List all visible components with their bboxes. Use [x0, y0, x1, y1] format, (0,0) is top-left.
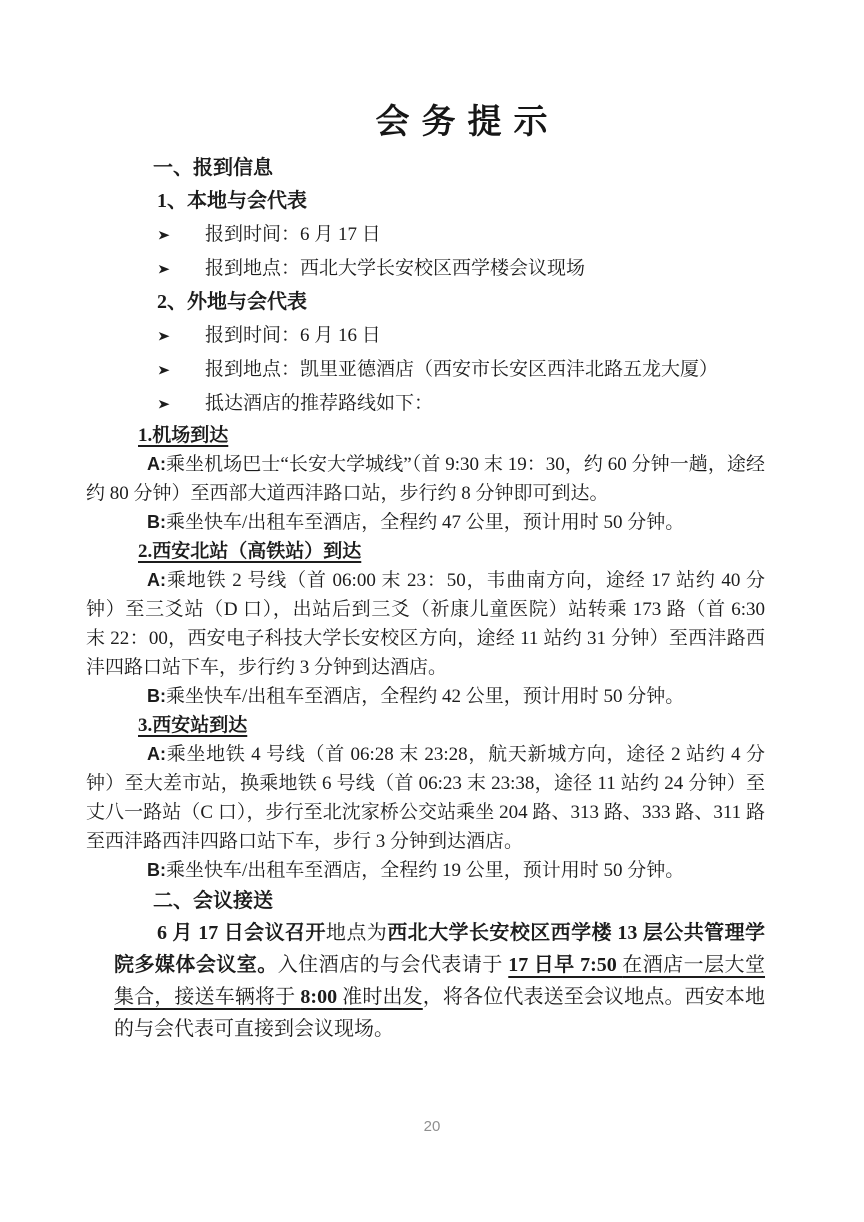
arrow-bullet-icon: ➤	[157, 363, 171, 378]
transfer-run-underline: 在酒店一层大堂集合，接送车辆将于	[114, 954, 766, 1008]
route-xian-station-option-b	[86, 856, 765, 885]
option-b-label: B:	[147, 686, 166, 706]
option-a-label: A:	[147, 454, 166, 474]
arrow-bullet-icon: ➤	[157, 397, 171, 412]
arrow-bullet-icon: ➤	[157, 228, 171, 243]
local-checkin-place-text: 报到地点：西北大学长安校区西学楼会议现场	[205, 258, 586, 279]
transfer-run-venue-bold: 西北大学长安校区西学楼 13 层公共管理学院多媒体会议室。	[114, 922, 766, 976]
transfer-run-plain: 地点为	[325, 922, 388, 944]
route-xian-station-heading	[138, 711, 765, 740]
route-north-station-option-b-text: 乘坐快车/出租车至酒店，全程约 42 公里，预计用时 50 分钟。	[166, 686, 685, 707]
transfer-run-plain: ，将各位代表送至会议地点。西安本地的与会代表可直接到会议现场。	[114, 986, 766, 1040]
route-airport-heading-text: 1.机场到达	[138, 425, 229, 446]
route-airport-option-a-text: 乘坐机场巴士“长安大学城线”（首 9:30 末 19：30，约 60 分钟一趟，途经约 80 分钟）至西部大道西沣路口站，步行约 8 分钟即可到达。	[86, 454, 765, 504]
nonlocal-checkin-place-text: 报到地点：凯里亚德酒店（西安市长安区西沣北路五龙大厦）	[205, 359, 719, 380]
route-north-station-heading-text: 2.西安北站（高铁站）到达	[138, 541, 362, 562]
transfer-run-time-bold-underline: 17 日早 7:50	[508, 954, 623, 976]
page-number: 20	[423, 1118, 441, 1135]
arrow-bullet-icon: ➤	[157, 329, 171, 344]
recommended-routes-intro-item	[157, 387, 765, 421]
document-title: 会务提示	[375, 104, 560, 141]
transfer-run-plain: 入住酒店的与会代表请于	[277, 954, 509, 976]
option-a-label: A:	[147, 570, 166, 590]
route-north-station-option-b	[86, 682, 765, 711]
local-checkin-time-item	[157, 218, 765, 252]
route-north-station-option-a-text: 乘地铁 2 号线（首 06:00 末 23：50，韦曲南方向，途经 17 站约 40 分钟）至三爻站（D 口），出站后到三爻（祈康儿童医院）站转乘 173 路（首 6:30 末 22：00，西安电子科技大学长安校区方向，途经 11 站约 31 分钟）至西沣路西沣四路口站下车，步行约 3 分钟到达酒店。	[86, 570, 765, 678]
document-content	[86, 0, 765, 1045]
route-airport-option-a	[86, 450, 765, 508]
recommended-routes-intro-text: 抵达酒店的推荐路线如下：	[205, 393, 434, 414]
route-north-station-option-a	[86, 566, 765, 682]
transfer-run-date-bold: 6 月 17 日会议召开	[157, 922, 326, 944]
route-airport-option-b	[86, 508, 765, 537]
option-b-label: B:	[147, 860, 166, 880]
route-xian-station-option-b-text: 乘坐快车/出租车至酒店，全程约 19 公里，预计用时 50 分钟。	[166, 860, 685, 881]
section-transfer-heading: 二、会议接送	[153, 890, 273, 912]
route-xian-station-option-a-text: 乘坐地铁 4 号线（首 06:28 末 23:28，航天新城方向，途径 2 站约 4 分钟）至大差市站，换乘地铁 6 号线（首 06:23 末 23:38，途径 11 站约 24 分钟）至丈八一路站（C 口），步行至北沈家桥公交站乘坐 204 路、313 路、333 路、311 路至西沣路西沣四路口站下车，步行 3 分钟到达酒店。	[86, 744, 765, 852]
local-delegates-heading: 1、本地与会代表	[157, 190, 307, 212]
option-b-label: B:	[147, 512, 166, 532]
route-airport-heading	[138, 421, 765, 450]
local-checkin-place-item	[157, 252, 765, 286]
section-registration-heading: 一、报到信息	[153, 157, 273, 179]
option-a-label: A:	[147, 744, 166, 764]
local-checkin-time-text: 报到时间：6 月 17 日	[205, 224, 381, 245]
route-airport-option-b-text: 乘坐快车/出租车至酒店，全程约 47 公里，预计用时 50 分钟。	[166, 512, 685, 533]
route-north-station-heading	[138, 537, 765, 566]
nonlocal-checkin-time-item	[157, 319, 765, 353]
nonlocal-checkin-place-item	[157, 353, 765, 387]
transfer-paragraph	[114, 917, 765, 1045]
route-xian-station-option-a	[86, 740, 765, 856]
transfer-run-underline: 准时出发	[342, 986, 423, 1008]
nonlocal-delegates-heading: 2、外地与会代表	[157, 291, 307, 313]
nonlocal-checkin-time-text: 报到时间：6 月 16 日	[205, 325, 381, 346]
route-xian-station-heading-text: 3.西安站到达	[138, 715, 248, 736]
arrow-bullet-icon: ➤	[157, 262, 171, 277]
transfer-run-departure-bold-underline: 8:00	[300, 986, 343, 1008]
